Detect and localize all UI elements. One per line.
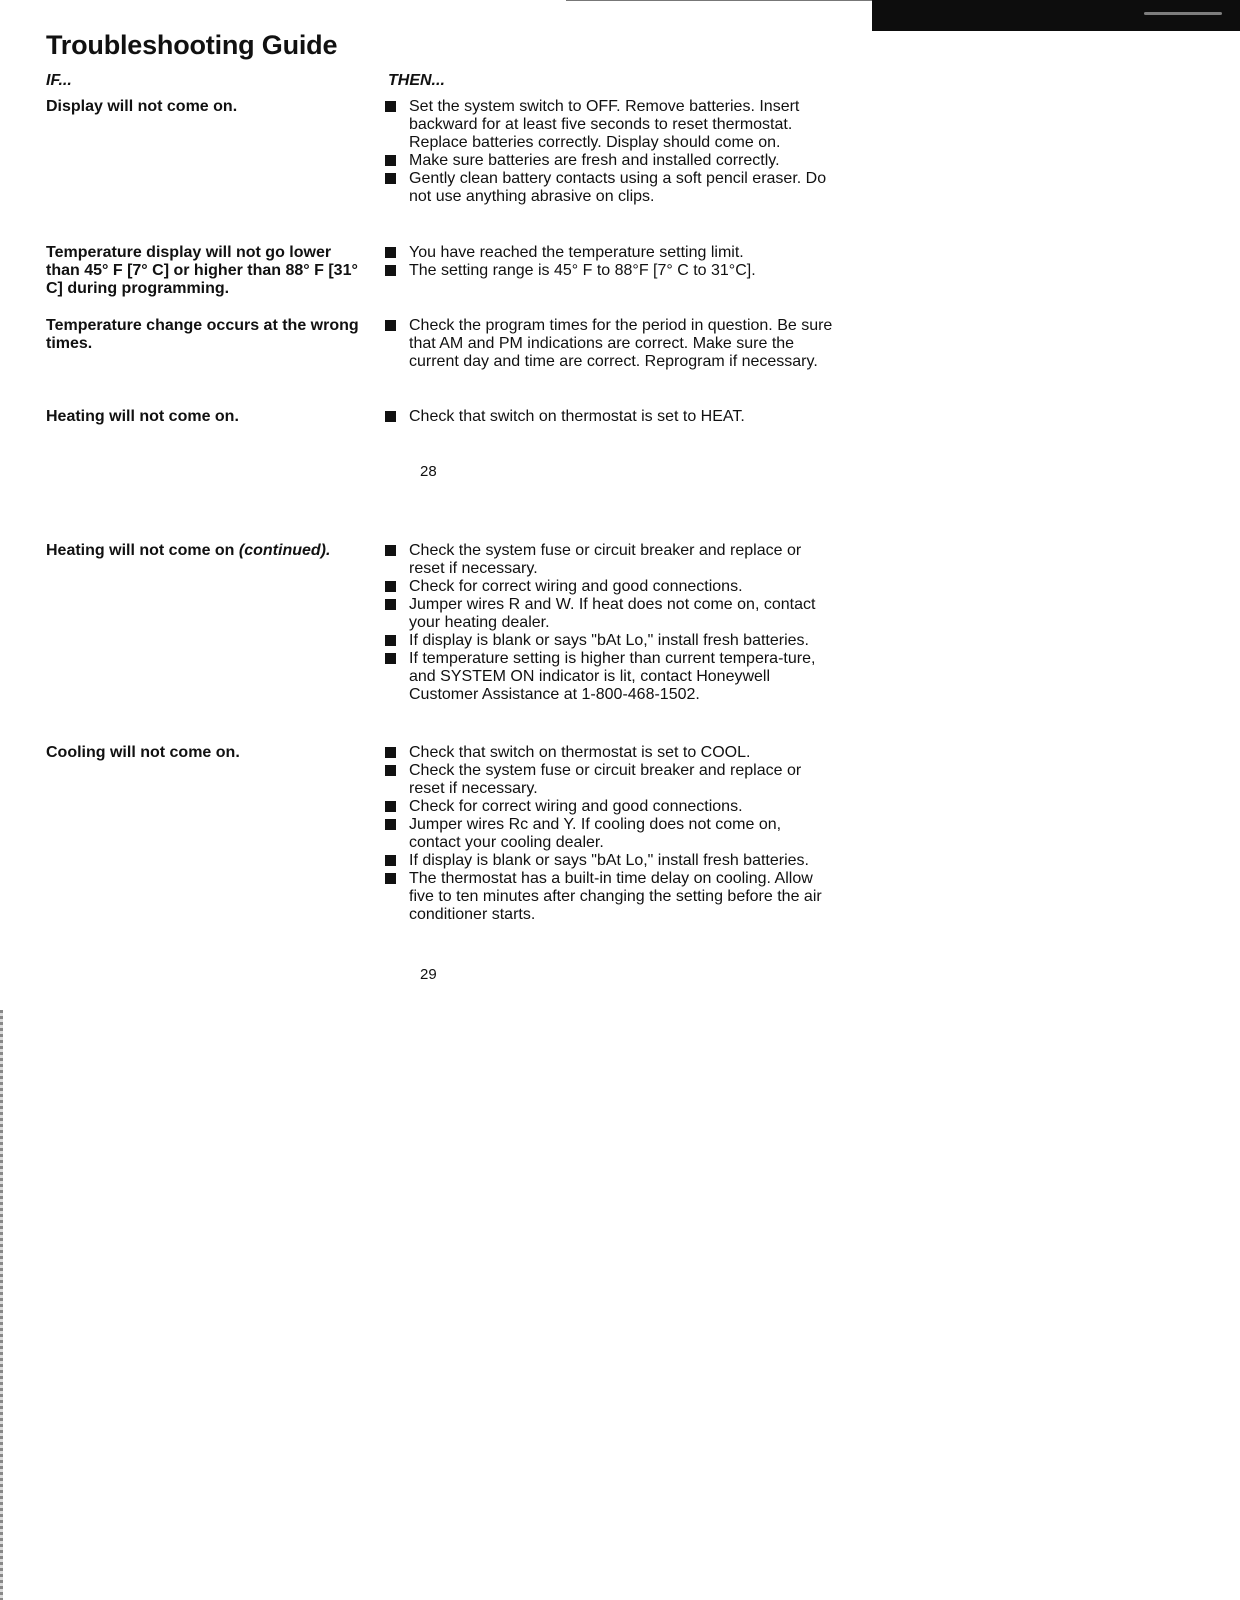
action-list — [385, 317, 835, 371]
condition-main: Heating will not come on — [46, 542, 235, 559]
action-item: If display is blank or says "bAt Lo," install fresh batteries. — [385, 632, 835, 650]
action-item: If temperature setting is higher than current tempera-ture, and SYSTEM ON indicator is lit, contact Honeywell Customer Assistance at 1-800-468-1502. — [385, 650, 835, 704]
action-item: Check that switch on thermostat is set to COOL. — [385, 744, 835, 762]
action-item: Jumper wires Rc and Y. If cooling does not come on, contact your cooling dealer. — [385, 816, 835, 852]
action-item: Check that switch on thermostat is set to HEAT. — [385, 408, 835, 426]
then-column-header: THEN... — [388, 72, 445, 89]
action-item: Check the system fuse or circuit breaker and replace or reset if necessary. — [385, 542, 835, 578]
action-list — [385, 744, 835, 924]
condition-continued: (continued). — [238, 542, 331, 559]
action-item: The thermostat has a built-in time delay on cooling. Allow five to ten minutes after changing the setting before the air conditioner starts. — [385, 870, 835, 924]
action-item: Check for correct wiring and good connections. — [385, 578, 835, 596]
action-item: Gently clean battery contacts using a soft pencil eraser. Do not use anything abrasive on clips. — [385, 170, 835, 206]
condition-text: Display will not come on. — [46, 98, 238, 115]
page-number: 28 — [420, 463, 437, 480]
condition-text: Temperature display will not go lower than 45° F [7° C] or higher than 88° F [31° C] during programming. — [46, 244, 358, 297]
action-item: You have reached the temperature setting limit. — [385, 244, 835, 262]
condition-text — [46, 542, 366, 560]
action-item: Check for correct wiring and good connections. — [385, 798, 835, 816]
page-title: Troubleshooting Guide — [46, 30, 338, 60]
action-item: Make sure batteries are fresh and installed correctly. — [385, 152, 835, 170]
condition-text: Temperature change occurs at the wrong times. — [46, 317, 359, 352]
action-item: Check the program times for the period in question. Be sure that AM and PM indications are correct. Make sure the current day and time are correct. Reprogram if necessary. — [385, 317, 835, 371]
action-item: The setting range is 45° F to 88°F [7° C to 31°C]. — [385, 262, 835, 280]
scan-streak — [1144, 12, 1222, 15]
action-item: Set the system switch to OFF. Remove batteries. Insert backward for at least five seconds to reset thermostat. Replace batteries correctly. Display should come on. — [385, 98, 835, 152]
condition-text: Cooling will not come on. — [46, 744, 240, 761]
page-number: 29 — [420, 966, 437, 983]
if-column-header: IF... — [46, 72, 72, 89]
action-item: If display is blank or says "bAt Lo," install fresh batteries. — [385, 852, 835, 870]
action-list — [385, 542, 835, 704]
action-item: Check the system fuse or circuit breaker and replace or reset if necessary. — [385, 762, 835, 798]
action-list — [385, 408, 835, 426]
action-list — [385, 244, 835, 280]
condition-text: Heating will not come on. — [46, 408, 239, 425]
action-list — [385, 98, 835, 206]
top-rule — [566, 0, 872, 1]
scan-edge-bar — [872, 0, 1240, 31]
scan-left-edge — [0, 1010, 3, 1600]
action-item: Jumper wires R and W. If heat does not come on, contact your heating dealer. — [385, 596, 835, 632]
